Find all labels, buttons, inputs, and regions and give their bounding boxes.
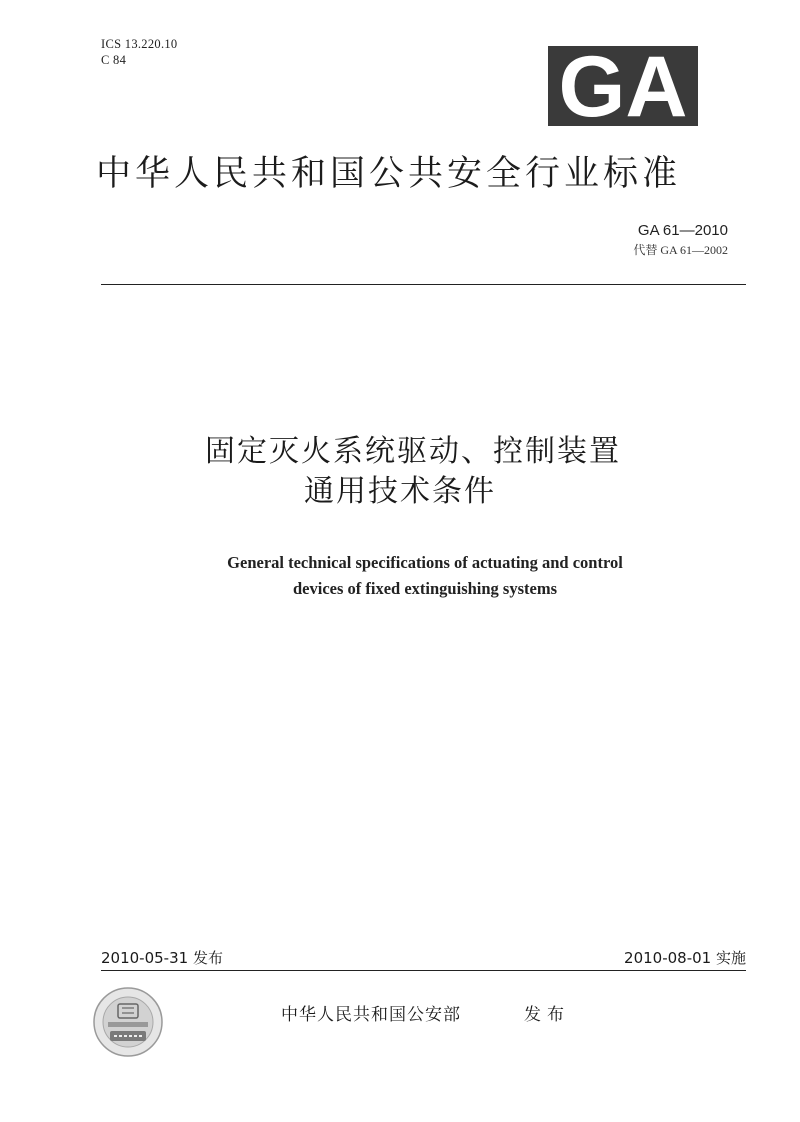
ccs-code: C 84 bbox=[101, 53, 127, 67]
ga-logo bbox=[548, 46, 698, 126]
ics-code: ICS 13.220.10 bbox=[101, 37, 178, 51]
logo-text: GA bbox=[558, 46, 688, 126]
issue-date: 2010-05-31 发布 bbox=[101, 949, 223, 967]
replaces-standard: 代替 GA 61—2002 bbox=[633, 243, 728, 257]
standard-category-title: 中华人民共和国公共安全行业标准 bbox=[96, 154, 682, 194]
title-zh-line1: 固定灭火系统驱动、控制装置 bbox=[205, 434, 621, 469]
issuing-authority: 中华人民共和国公安部 bbox=[281, 1005, 461, 1025]
header-divider bbox=[101, 284, 746, 285]
title-en-line2: devices of fixed extinguishing systems bbox=[293, 579, 557, 598]
title-en-line1: General technical specifications of actuating and control bbox=[227, 553, 623, 572]
implementation-date: 2010-08-01 实施 bbox=[624, 949, 746, 967]
seal-stamp-icon bbox=[92, 986, 164, 1058]
issuing-action: 发布 bbox=[524, 1005, 570, 1025]
document-title-en bbox=[0, 550, 800, 602]
document-title-zh bbox=[0, 432, 800, 512]
footer-divider bbox=[101, 970, 746, 971]
title-zh-line2: 通用技术条件 bbox=[304, 474, 496, 509]
classification-codes bbox=[101, 36, 177, 68]
standard-code: GA 61—2010 bbox=[637, 222, 728, 239]
